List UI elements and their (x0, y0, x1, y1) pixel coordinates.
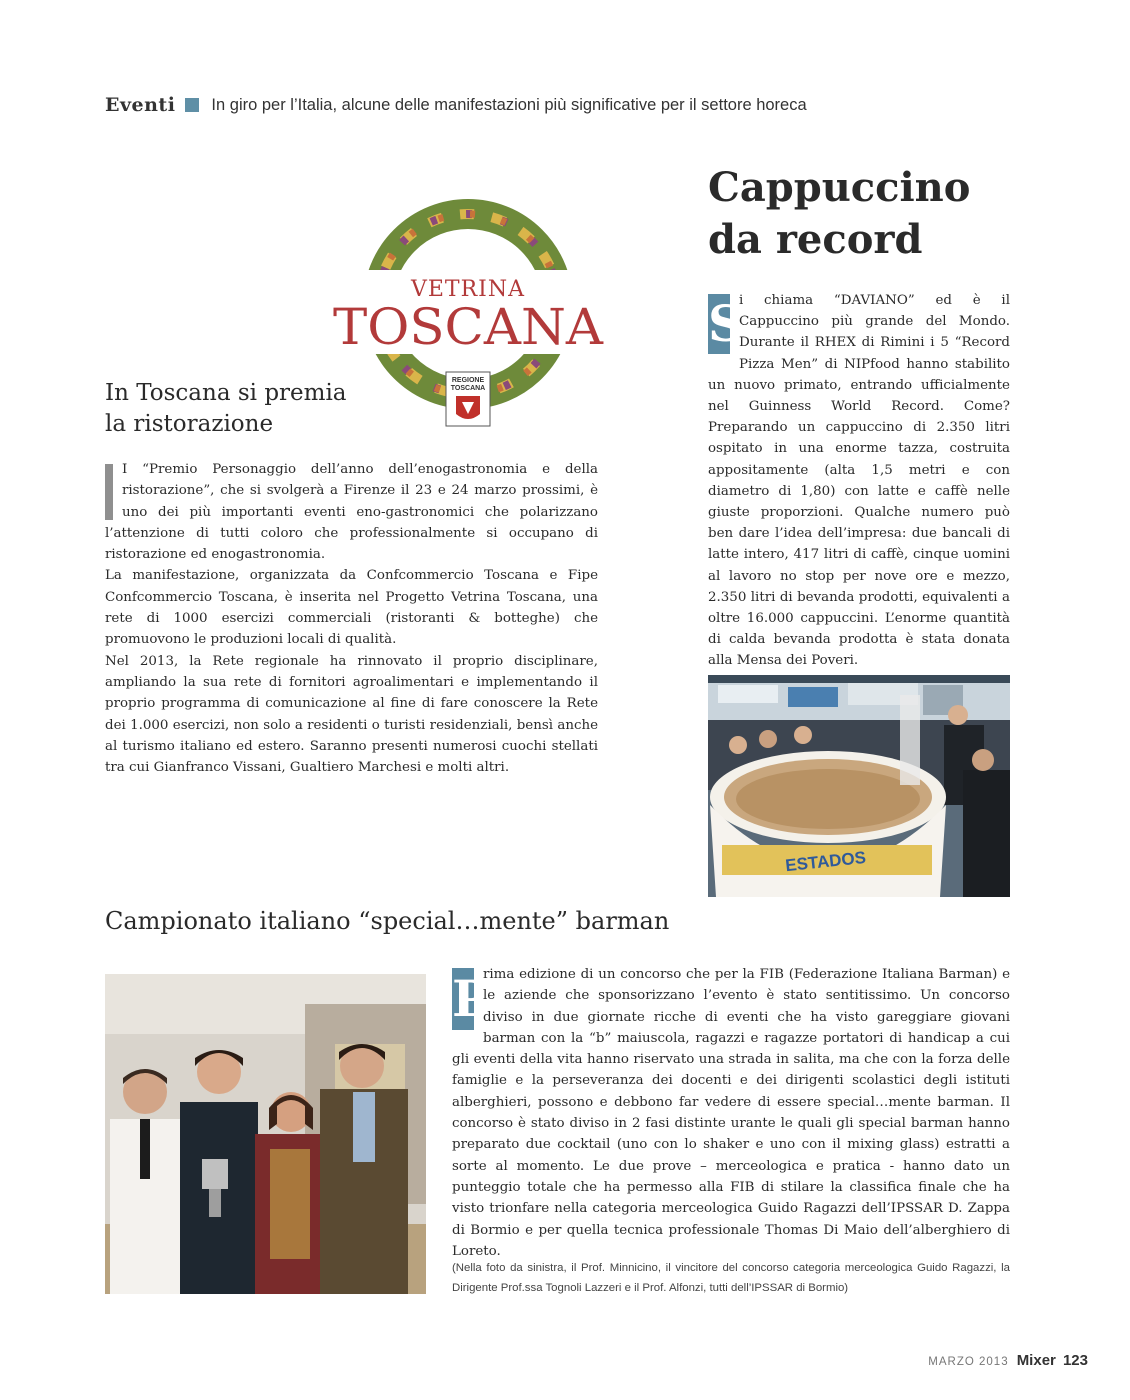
barman-group-photo (105, 974, 426, 1294)
cappuccino-article-body (708, 290, 1010, 672)
barman-heading: Campionato italiano “special…mente” barman (105, 907, 670, 935)
toscana-paragraph: La manifestazione, organizzata da Confcommercio Toscana e Fipe Confcommercio Toscana, è inserita nel Progetto Vetrina Toscana, una rete di 1000 esercizi commerciali (ristoranti & botteghe) che promuovono le produzioni locali di qualità. (105, 568, 598, 648)
dropcap-s: S (708, 294, 745, 353)
barman-article-body (452, 964, 1010, 1262)
toscana-paragraph: Nel 2013, la Rete regionale ha rinnovato il proprio disciplinare, ampliando la sua rete di fornitori agroalimentari e implementando il proprio programma di comunicazione al fine di fare conoscere la Rete dei 1.000 esercizi, non solo a residenti o turisti residenziali, bensì anche al turismo italiano ed estero. Saranno presenti numerosi cuochi stellati tra cui Gianfranco Vissani, Gualtiero Marchesi e molti altri. (105, 653, 598, 776)
section-square-icon (185, 98, 199, 112)
barman-text: rima edizione di un concorso che per la FIB (Federazione Italiana Barman) e le aziende che sponsorizzano l’evento è stato sentitissimo. Un concorso diviso in due giornate ricche di eventi che ha visto gareggiare giovani barman con la “b” maiuscola, ragazzi e ragazze portatori di handicap a cui gli eventi della vita hanno riservato una strada in salita, ma che con la forza delle famiglie e la perseveranza dei docenti e dei dirigenti scolastici degli istituti alberghieri, possono e debbono far vedere di essere special…mente barman. Il concorso è stato diviso in 2 fasi distinte urante le quali gli special barman hanno preparato due cocktail (uno con lo shaker e uno con il mixing glass) estratti a sorte al momento. Le due prove – merceologica e pratica - hanno dato un punteggio totale che ha permesso alla FIB di stilare la classifica finale che ha visto trionfare nella categoria merceologica Guido Ragazzi dell’IPSSAR D. Zappa di Bormio e per quella tecnica professionale Thomas Di Maio dell’alberghiero di Loreto. (452, 967, 1010, 1259)
dropcap-bar (105, 464, 113, 520)
barman-photo-caption: (Nella foto da sinistra, il Prof. Minnicino, il vincitore del concorso categoria merceologica Guido Ragazzi, la Dirigente Prof.ssa Tognoli Lazzeri e il Prof. Alfonzi, tutti dell’IPSSAR di Bormio) (452, 1262, 1010, 1294)
logo-big-text: TOSCANA (333, 298, 604, 356)
toscana-heading: In Toscana si premia la ristorazione (105, 380, 347, 437)
toscana-paragraph: I “Premio Personaggio dell’anno dell’enogastronomia e della ristorazione”, che si svolgerà a Firenze il 23 e 24 marzo prossimi, è uno dei più importanti eventi eno-gastronomici che polarizzano l’attenzione di tutti coloro che professionalmente si occupano di ristorazione ed enogastronomia. (105, 462, 598, 563)
section-header (105, 90, 1005, 120)
page-number: 123 (1062, 1352, 1088, 1369)
vetrina-toscana-logo (328, 192, 608, 442)
section-tagline: In giro per l’Italia, alcune delle manifestazioni più significative per il settore horeca (211, 95, 807, 114)
toscana-article-body (105, 459, 598, 778)
wreath-logo-graphic (328, 192, 608, 442)
cappuccino-photo-text: ESTADOS (784, 847, 867, 876)
cappuccino-photo (708, 675, 1010, 897)
issue-date: MARZO 2013 (928, 1356, 1009, 1368)
dropcap-p: P (452, 969, 490, 1028)
magazine-name: Mixer (1016, 1352, 1056, 1369)
emblem-line2: TOSCANA (450, 385, 486, 392)
section-label: Eventi (105, 94, 176, 116)
cappuccino-text: i chiama “DAVIANO” ed è il Cappuccino più grande del Mondo. Durante il RHEX di Rimini i 5 “Record Pizza Men” di NIPfood hanno stabilito un nuovo primato, entrando ufficialmente nel Guinness World Record. Come? Preparando un cappuccino di 2.350 litri ospitato in una enorme tazza, costruita appositamente (alta 1,5 metri e con diametro di 1,80) con latte e caffè nelle giuste proporzioni. Qualche numero può ben dare l’idea dell’impresa: due bancali di latte intero, 417 litri di caffè, cinque uomini al lavoro no stop per nove ore e mezzo, 2.350 litri di bevanda prodotti, equivalenti a oltre 16.000 cappuccini. L’enorme quantità di calda bevanda prodotta è stata donata alla Mensa dei Poveri. (708, 293, 1010, 669)
cappuccino-title: Cappuccino da record (708, 164, 971, 263)
page-footer (860, 1350, 1088, 1369)
logo-small-text: VETRINA (410, 277, 526, 302)
emblem-line1: REGIONE (451, 377, 485, 384)
